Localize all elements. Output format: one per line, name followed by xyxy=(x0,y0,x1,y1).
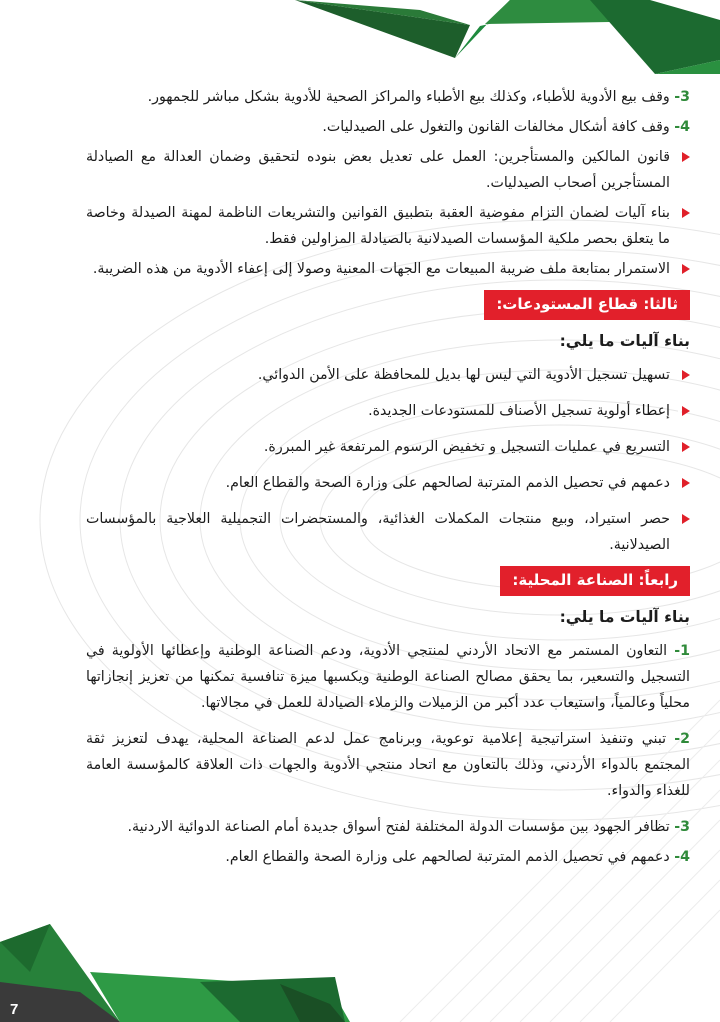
item-number: 4- xyxy=(674,849,690,865)
red-arrow-bullet-icon xyxy=(682,370,690,380)
list-item-bullet xyxy=(86,398,690,424)
item-number: 2- xyxy=(674,731,690,747)
list-item-numbered xyxy=(86,814,690,840)
red-arrow-bullet-icon xyxy=(682,514,690,524)
item-text: إعطاء أولوية تسجيل الأصناف للمستودعات الجديدة. xyxy=(368,403,670,419)
item-number: 1- xyxy=(674,643,690,659)
item-text: التعاون المستمر مع الاتحاد الأردني لمنتجي الأدوية، ودعم الصناعة الوطنية وإعطائها الأولوية في التسجيل والتسعير، بما يحقق مصالح الصناعة الوطنية ويكسبها ميزة تنافسية تمكنها من تعزيز إنجازاتها محلياً وعالمياً، واستيعاب عدد أكبر من الزميلات والزملاء الصيادلة للعمل في مجالاتها. xyxy=(86,643,690,711)
page-number: 7 xyxy=(10,1001,19,1018)
item-text: تبني وتنفيذ استراتيجية إعلامية توعوية، وبرنامج عمل لدعم الصناعة المحلية، يهدف لتعزيز ثقة المجتمع بالدواء الأردني، وذلك بالتعاون مع اتحاد منتجي الأدوية والجهات ذات العلاقة كالمؤسسة العامة للغذاء والدواء. xyxy=(86,731,690,799)
item-text: تظافر الجهود بين مؤسسات الدولة المختلفة لفتح أسواق جديدة أمام الصناعة الدوائية الاردنية. xyxy=(127,819,670,835)
red-arrow-bullet-icon xyxy=(682,208,690,218)
item-text: تسهيل تسجيل الأدوية التي ليس لها بديل للمحافظة على الأمن الدوائي. xyxy=(257,367,670,383)
list-item-numbered xyxy=(86,638,690,716)
list-item-numbered xyxy=(86,84,690,110)
item-number: 3- xyxy=(674,819,690,835)
item-text: بناء آليات لضمان التزام مفوضية العقبة بتطبيق القوانين والتشريعات الناظمة لمهنة الصيدلة وخاصة ما يتعلق بحصر ملكية المؤسسات الصيدلانية بالصيادلة المزاولين فقط. xyxy=(86,205,670,247)
list-item-numbered xyxy=(86,726,690,804)
item-text: التسريع في عمليات التسجيل و تخفيض الرسوم المرتفعة غير المبررة. xyxy=(263,439,670,455)
red-arrow-bullet-icon xyxy=(682,442,690,452)
item-text: دعمهم في تحصيل الذمم المترتبة لصالحهم على وزارة الصحة والقطاع العام. xyxy=(225,849,670,865)
item-text: حصر استيراد، وبيع منتجات المكملات الغذائية، والمستحضرات التجميلية العلاجية بالمؤسسات الصيدلانية. xyxy=(86,511,670,553)
list-item-bullet xyxy=(86,434,690,460)
red-arrow-bullet-icon xyxy=(682,478,690,488)
item-number: 4- xyxy=(674,119,690,135)
item-text: دعمهم في تحصيل الذمم المترتبة لصالحهم على وزارة الصحة والقطاع العام. xyxy=(225,475,670,491)
item-text: قانون المالكين والمستأجرين: العمل على تعديل بعض بنوده لتحقيق وضمان العدالة مع الصيادلة المستأجرين أصحاب الصيدليات. xyxy=(86,149,670,191)
list-item-numbered xyxy=(86,114,690,140)
item-text: وقف بيع الأدوية للأطباء، وكذلك بيع الأطباء والمراكز الصحية للأدوية بشكل مباشر للجمهور. xyxy=(147,89,670,105)
top-green-decoration xyxy=(0,0,720,80)
list-item-bullet xyxy=(86,200,690,252)
item-text: الاستمرار بمتابعة ملف ضريبة المبيعات مع الجهات المعنية وصولا إلى إعفاء الأدوية من هذه الضريبة. xyxy=(92,261,670,277)
section-heading-local-industry: رابعاً: الصناعة المحلية: xyxy=(500,566,690,596)
item-text: وقف كافة أشكال مخالفات القانون والتغول على الصيدليات. xyxy=(322,119,670,135)
list-item-numbered xyxy=(86,844,690,870)
section-subheading: بناء آليات ما يلي: xyxy=(559,332,690,350)
list-item-bullet xyxy=(86,144,690,196)
item-number: 3- xyxy=(674,89,690,105)
list-item-bullet xyxy=(86,506,690,558)
red-arrow-bullet-icon xyxy=(682,406,690,416)
section-heading-warehouses: ثالثا: قطاع المستودعات: xyxy=(484,290,690,320)
list-item-bullet xyxy=(86,256,690,282)
bottom-green-decoration xyxy=(0,912,720,1022)
document-body xyxy=(86,84,690,874)
red-arrow-bullet-icon xyxy=(682,152,690,162)
section-subheading: بناء آليات ما يلي: xyxy=(559,608,690,626)
red-arrow-bullet-icon xyxy=(682,264,690,274)
list-item-bullet xyxy=(86,362,690,388)
list-item-bullet xyxy=(86,470,690,496)
